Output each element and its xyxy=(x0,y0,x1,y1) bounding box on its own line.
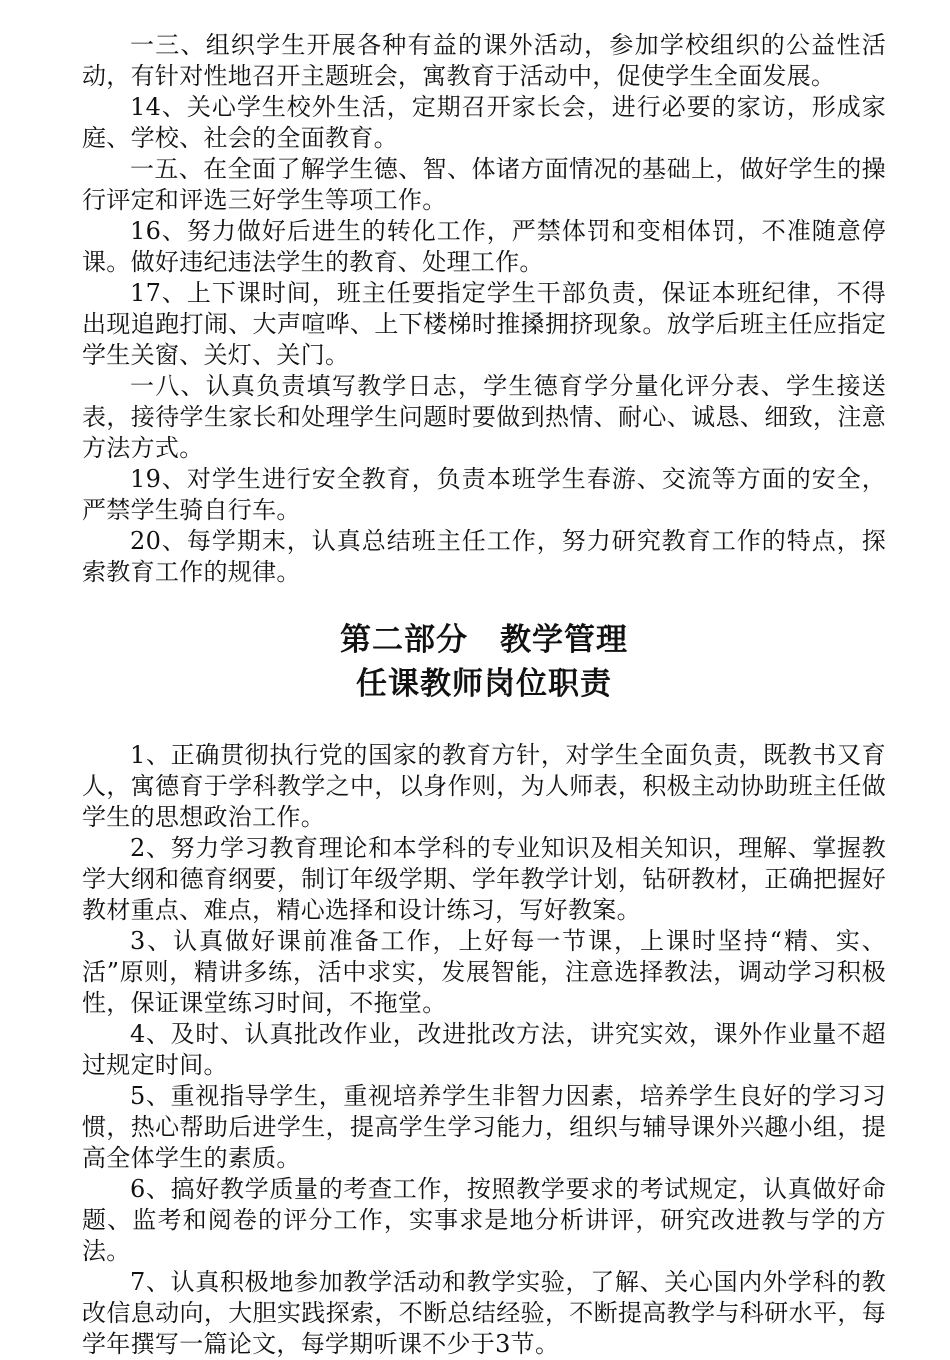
duty-item-2: 2、努力学习教育理论和本学科的专业知识及相关知识，理解、掌握教学大纲和德育纲要，制订年级学期、学年教学计划，钻研教材，正确把握好教材重点、难点，精心选择和设计练习，写好教案。 xyxy=(82,834,886,924)
part1-section xyxy=(82,30,886,588)
duty-item-4: 4、及时、认真批改作业，改进批改方法，讲究实效，课外作业量不超过规定时间。 xyxy=(82,1020,886,1079)
paragraph-20: 20、每学期末，认真总结班主任工作，努力研究教育工作的特点，探索教育工作的规律。 xyxy=(82,527,886,586)
paragraph-19: 19、对学生进行安全教育，负责本班学生春游、交流等方面的安全，严禁学生骑自行车。 xyxy=(82,465,886,524)
paragraph-16: 16、努力做好后进生的转化工作，严禁体罚和变相体罚，不准随意停课。做好违纪违法学生的教育、处理工作。 xyxy=(82,217,886,276)
paragraph-18: 一八、认真负责填写教学日志，学生德育学分量化评分表、学生接送表，接待学生家长和处理学生问题时要做到热情、耐心、诚恳、细致，注意方法方式。 xyxy=(82,372,886,462)
duty-item-3: 3、认真做好课前准备工作，上好每一节课，上课时坚持“精、实、活”原则，精讲多练，活中求实，发展智能，注意选择教法，调动学习积极性，保证课堂练习时间，不拖堂。 xyxy=(82,927,886,1017)
document-page xyxy=(82,30,886,1360)
paragraph-15: 一五、在全面了解学生德、智、体诸方面情况的基础上，做好学生的操行评定和评选三好学生等项工作。 xyxy=(82,155,886,214)
paragraph-13: 一三、组织学生开展各种有益的课外活动，参加学校组织的公益性活动，有针对性地召开主题班会，寓教育于活动中，促使学生全面发展。 xyxy=(82,31,886,90)
section-title: 任课教师岗位职责 xyxy=(356,666,612,702)
part2-section xyxy=(82,740,886,1360)
paragraph-14: 14、关心学生校外生活，定期召开家长会，进行必要的家访，形成家庭、学校、社会的全面教育。 xyxy=(82,93,886,152)
section-spacer xyxy=(82,588,886,618)
duty-item-1: 1、正确贯彻执行党的国家的教育方针，对学生全面负责，既教书又育人，寓德育于学科教学之中，以身作则，为人师表，积极主动协助班主任做学生的思想政治工作。 xyxy=(82,741,886,831)
part-title: 第二部分 教学管理 xyxy=(340,622,628,658)
duty-item-6: 6、搞好教学质量的考查工作，按照教学要求的考试规定，认真做好命题、监考和阅卷的评分工作，实事求是地分析讲评，研究改进教与学的方法。 xyxy=(82,1175,886,1265)
duty-item-7: 7、认真积极地参加教学活动和教学实验，了解、关心国内外学科的教改信息动向，大胆实践探索，不断总结经验，不断提高教学与科研水平，每学年撰写一篇论文，每学期听课不少于3节。 xyxy=(82,1268,886,1358)
duty-item-5: 5、重视指导学生，重视培养学生非智力因素，培养学生良好的学习习惯，热心帮助后进学生，提高学生学习能力，组织与辅导课外兴趣小组，提高全体学生的素质。 xyxy=(82,1082,886,1172)
heading-spacer xyxy=(82,706,886,740)
paragraph-17: 17、上下课时间，班主任要指定学生干部负责，保证本班纪律，不得出现追跑打闹、大声喧哗、上下楼梯时推搡拥挤现象。放学后班主任应指定学生关窗、关灯、关门。 xyxy=(82,279,886,369)
part2-heading xyxy=(82,618,886,706)
